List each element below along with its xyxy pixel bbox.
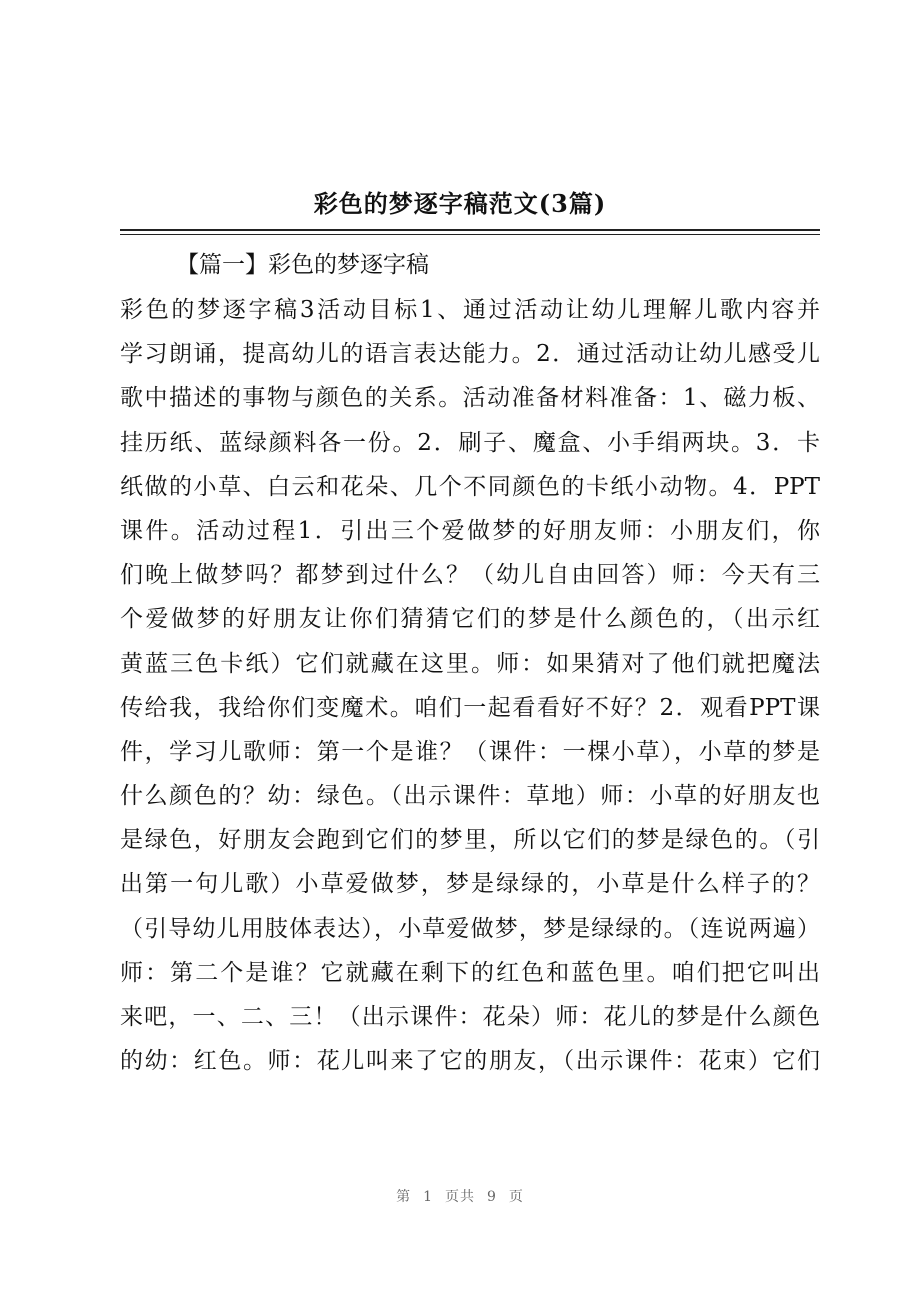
page-footer: [0, 1186, 920, 1206]
document-title: 彩色的梦逐字稿范文(3篇): [313, 189, 607, 218]
text-line: 的幼：红色。师：花儿叫来了它的朋友，（出示课件：花束）它们: [120, 1048, 820, 1075]
text-line: 课件。活动过程1．引出三个爱做梦的好朋友师：小朋友们，你: [120, 517, 820, 544]
text-line: 出第一句儿歌）小草爱做梦，梦是绿绿的，小草是什么样子的？: [120, 871, 820, 898]
footer-current-page: 1: [423, 1189, 433, 1205]
title-divider-thin: [120, 234, 820, 235]
text-line: 纸做的小草、白云和花朵、几个不同颜色的卡纸小动物。4．PPT: [120, 473, 820, 500]
title-divider-thick: [120, 229, 820, 231]
text-line: 是绿色，好朋友会跑到它们的梦里，所以它们的梦是绿色的。（引: [120, 827, 820, 854]
footer-total-pages: 9: [487, 1189, 497, 1205]
text-line: 件，学习儿歌师：第一个是谁？（课件：一棵小草），小草的梦是: [120, 738, 820, 765]
text-line: 来吧，一、二、三！（出示课件：花朵）师：花儿的梦是什么颜色: [120, 1004, 820, 1030]
text-line: （引导幼儿用肢体表达），小草爱做梦，梦是绿绿的。（连说两遍）: [120, 915, 820, 942]
text-line: 学习朗诵，提高幼儿的语言表达能力。2．通过活动让幼儿感受儿: [120, 341, 820, 368]
text-line: 们晚上做梦吗？都梦到过什么？（幼儿自由回答）师：今天有三: [120, 562, 820, 589]
text-line: 挂历纸、蓝绿颜料各一份。2．刷子、魔盒、小手绢两块。3．卡: [120, 429, 820, 456]
text-line: 什么颜色的？幼：绿色。（出示课件：草地）师：小草的好朋友也: [120, 783, 820, 810]
footer-label-ye: 页: [508, 1189, 524, 1205]
text-line: 歌中描述的事物与颜色的关系。活动准备材料准备：1、磁力板、: [120, 385, 820, 412]
text-line: 传给我，我给你们变魔术。咱们一起看看好不好？2．观看PPT课: [120, 694, 820, 721]
text-line: 个爱做梦的好朋友让你们猜猜它们的梦是什么颜色的，（出示红: [120, 606, 820, 633]
footer-label-ye-gong: 页共: [445, 1189, 475, 1205]
text-line: 彩色的梦逐字稿3活动目标1、通过活动让幼儿理解儿歌内容并: [120, 297, 820, 323]
text-line: 黄蓝三色卡纸）它们就藏在这里。师：如果猜对了他们就把魔法: [120, 650, 820, 677]
text-line: 师：第二个是谁？它就藏在剩下的红色和蓝色里。咱们把它叫出: [120, 959, 820, 986]
footer-label-di: 第: [396, 1189, 412, 1205]
body-paragraph: [120, 288, 820, 1083]
section-heading: 【篇一】彩色的梦逐字稿: [176, 252, 429, 278]
